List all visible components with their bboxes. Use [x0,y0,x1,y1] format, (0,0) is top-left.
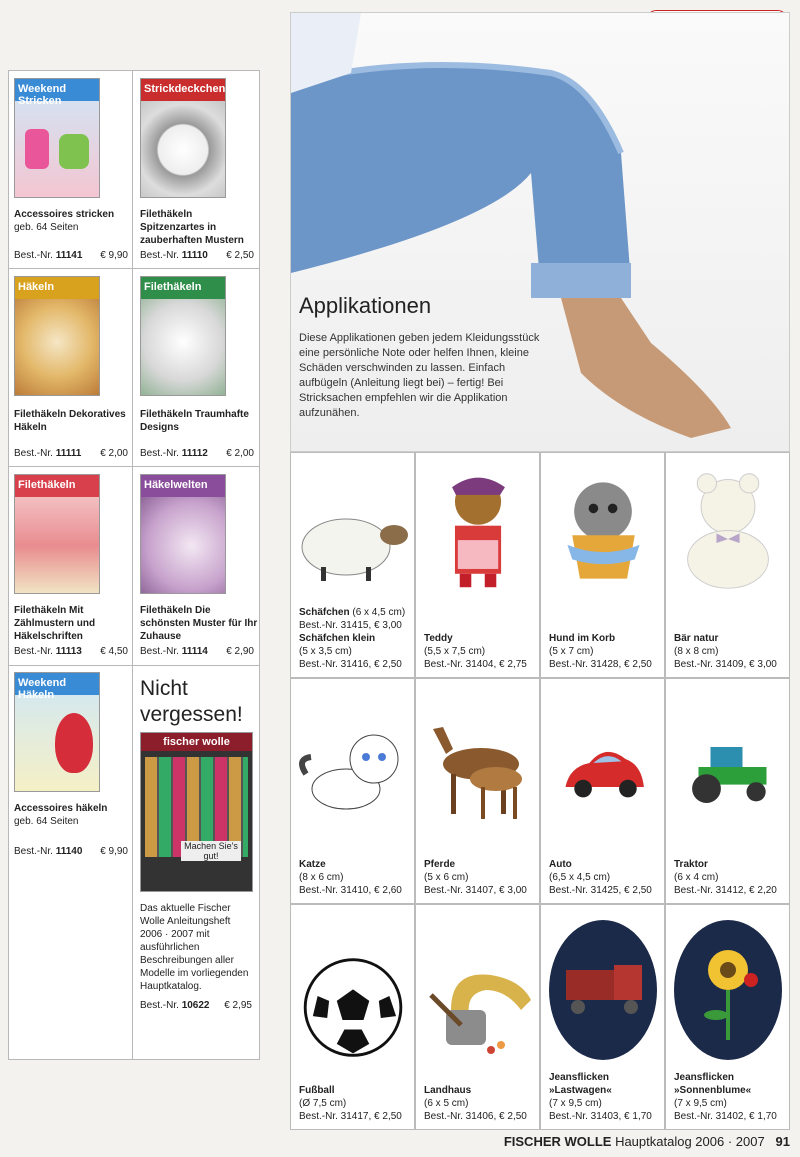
patch-text: Jeansflicken »Lastwagen« (7 x 9,5 cm) Best.-Nr. 31403, € 1,70 [549,1072,652,1122]
book-cover: Filethäkeln [140,276,226,396]
book-order: Best.-Nr. 11114 € 2,90 [140,646,254,657]
patch-cell [540,452,665,678]
patch-cell [290,452,415,678]
patch-cell [290,904,415,1130]
patch-text: Traktor (6 x 4 cm) Best.-Nr. 31412, € 2,20 [674,859,777,896]
book-title: Accessoires häkeln geb. 64 Seiten [14,803,108,827]
book-order: Best.-Nr. 11112 € 2,00 [140,448,254,459]
bear-icon [671,468,786,593]
patch-cell [540,904,665,1130]
patch-cell [540,678,665,904]
patch-text: Pferde (5 x 6 cm) Best.-Nr. 31407, € 3,00 [424,859,527,896]
book-cover: Weekend Stricken [14,78,100,198]
book-title: Filethäkeln Traumhafte Designs [140,409,249,433]
hero-title: Applikationen [299,293,432,318]
patch-cell [290,678,415,904]
book-order: Best.-Nr. 11110 € 2,50 [140,250,254,261]
book-title: Filethäkeln Mit Zählmustern und Häkelschriften [14,605,96,642]
horses-icon [421,709,536,829]
patch-text: Teddy (5,5 x 7,5 cm) Best.-Nr. 31404, € 2,75 [424,633,527,670]
patch-text: Bär natur (8 x 8 cm) Best.-Nr. 31409, € 3,00 [674,633,777,670]
patch-cell [415,904,540,1130]
patch-text: Schäfchen (6 x 4,5 cm) Best.-Nr. 31415, € 3,00 Schäfchen klein (5 x 3,5 cm) Best.-Nr. 31416, € 2,50 [299,607,406,670]
sheep-icon [296,495,411,595]
book-order: Best.-Nr. 11140 € 9,90 [14,846,128,857]
truck-patch-icon [546,915,661,1065]
book-order: Best.-Nr. 11111 € 2,00 [14,448,128,459]
patch-text: Katze (8 x 6 cm) Best.-Nr. 31410, € 2,60 [299,859,402,896]
booklet-cover: fischer wolle Machen Sie's gut! [140,732,253,892]
dog-basket-icon [546,468,661,593]
reminder-title: Nicht vergessen! [140,677,243,726]
book-cover: Weekend Häkeln [14,672,100,792]
patch-cell [415,452,540,678]
sunflower-patch-icon [671,915,786,1065]
hero-text: Diese Applikationen geben jedem Kleidungsstück eine persönliche Note oder helfen Ihnen, kleine Schäden verschwinden zu lassen. Einfach aufbügeln (Anleitung liegt bei) – fertig! Bei Stricksachen empfehlen wir die Applikation aufzunähen. [299,332,540,419]
hero-panel [290,12,790,452]
book-title: Filethäkeln Spitzenzartes in zauberhaften Mustern [140,209,244,246]
teddy-icon [421,468,536,593]
patch-text: Fußball (Ø 7,5 cm) Best.-Nr. 31417, € 2,50 [299,1085,402,1122]
book-cover: Häkeln [14,276,100,396]
patch-text: Auto (6,5 x 4,5 cm) Best.-Nr. 31425, € 2,50 [549,859,652,896]
patch-cell [665,452,790,678]
patch-text: Jeansflicken »Sonnenblume« (7 x 9,5 cm) Best.-Nr. 31402, € 1,70 [674,1072,777,1122]
book-order: Best.-Nr. 11141 € 9,90 [14,250,128,261]
patch-text: Landhaus (6 x 5 cm) Best.-Nr. 31406, € 2,50 [424,1085,527,1122]
patch-cell [415,678,540,904]
car-icon [546,739,661,819]
reminder-text: Das aktuelle Fischer Wolle Anleitungsheft 2006 · 2007 mit ausführlichen Beschreibungen aller Modelle im vorliegenden Hauptkatalog. [140,903,249,992]
book-title: Filethäkeln Die schönsten Muster für Ihr Zuhause [140,605,258,642]
book-cover: Häkelwelten [140,474,226,594]
book-title: Accessoires stricken geb. 64 Seiten [14,209,115,233]
football-icon [296,953,411,1063]
cat-icon [296,719,411,829]
book-cover: Filethäkeln [14,474,100,594]
horn-icon [421,955,536,1065]
patch-cell [665,904,790,1130]
patch-text: Hund im Korb (5 x 7 cm) Best.-Nr. 31428, € 2,50 [549,633,652,670]
tractor-icon [671,739,786,819]
reminder-order: Best.-Nr. 10622 € 2,95 [140,1000,252,1011]
patch-cell [665,678,790,904]
book-cover: Strickdeckchen [140,78,226,198]
book-title: Filethäkeln Dekoratives Häkeln [14,409,126,433]
page-footer: FISCHER WOLLE Hauptkatalog 2006 · 2007 91 [503,1134,790,1149]
book-order: Best.-Nr. 11113 € 4,50 [14,646,128,657]
